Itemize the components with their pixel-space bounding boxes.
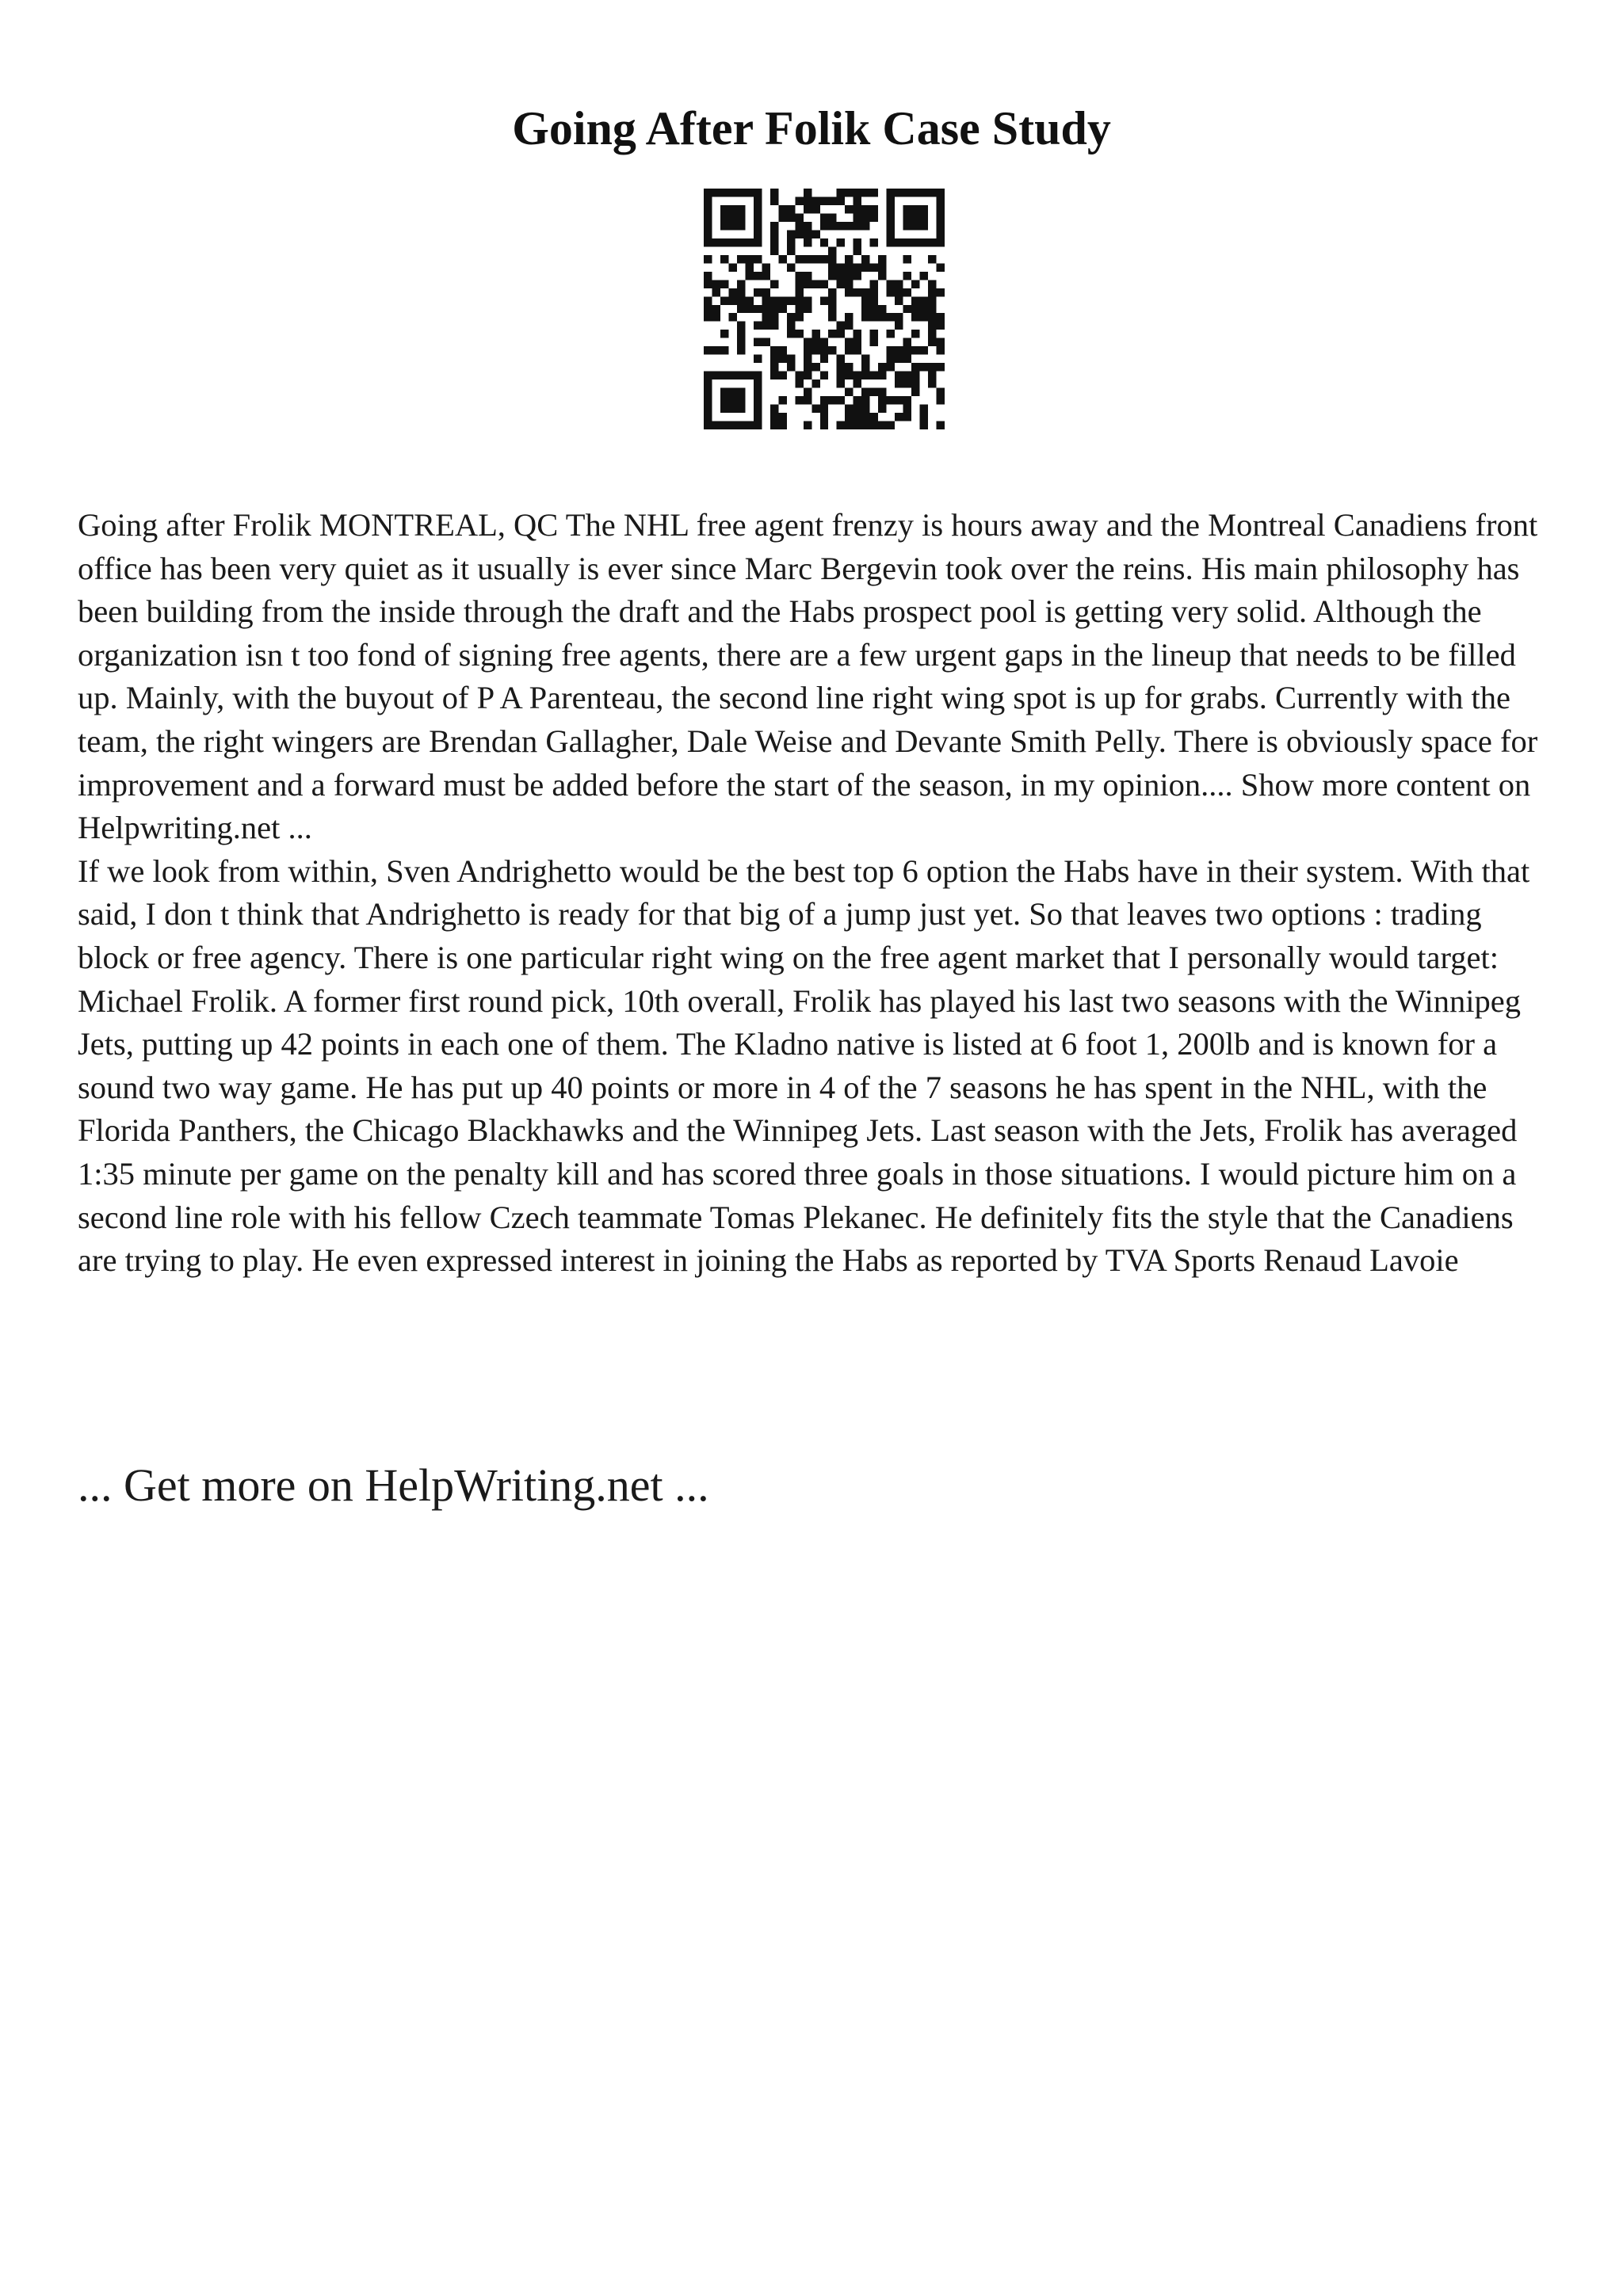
qr-code-icon: [704, 189, 945, 429]
paragraph: If we look from within, Sven Andrighetto would be the best top 6 option the Habs have in their system. With that said, I don t think that Andrighetto is ready for that big of a jump just yet. So that leaves two options : trading block or free agency. There is one particular right wing on the free agent market that I personally would target: Michael Frolik. A former first round pick, 10th overall, Frolik has played his last two seasons with the Winnipeg Jets, putting up 42 points in each one of them. The Kladno native is listed at 6 foot 1, 200lb and is known for a sound two way game. He has put up 40 points or more in 4 of the 7 seasons he has spent in the NHL, with the Florida Panthers, the Chicago Blackhawks and the Winnipeg Jets. Last season with the Jets, Frolik has averaged 1:35 minute per game on the penalty kill and has scored three goals in those situations. I would picture him on a second line role with his fellow Czech teammate Tomas Plekanec. He definitely fits the style that the Canadiens are trying to play. He even expressed interest in joining the Habs as reported by TVA Sports Renaud Lavoie: [78, 852, 1530, 1279]
article-body: [78, 504, 1560, 1283]
get-more-link[interactable]: ... Get more on HelpWriting.net ...: [78, 1459, 709, 1511]
paragraph: Going after Frolik MONTREAL, QC The NHL free agent frenzy is hours away and the Montreal Canadiens front office has been very quiet as it usually is ever since Marc Bergevin took over the reins. His main philosophy has been building from the inside through the draft and the Habs prospect pool is getting very solid. Although the organization isn t too fond of signing free agents, there are a few urgent gaps in the lineup that needs to be filled up. Mainly, with the buyout of P A Parenteau, the second line right wing spot is up for grabs. Currently with the team, the right wingers are Brendan Gallagher, Dale Weise and Devante Smith Pelly. There is obviously space for improvement and a forward must be added before the start of the season, in my opinion.... Show more content on Helpwriting.net ...: [78, 507, 1538, 846]
page-title: Going After Folik Case Study: [512, 102, 1111, 154]
